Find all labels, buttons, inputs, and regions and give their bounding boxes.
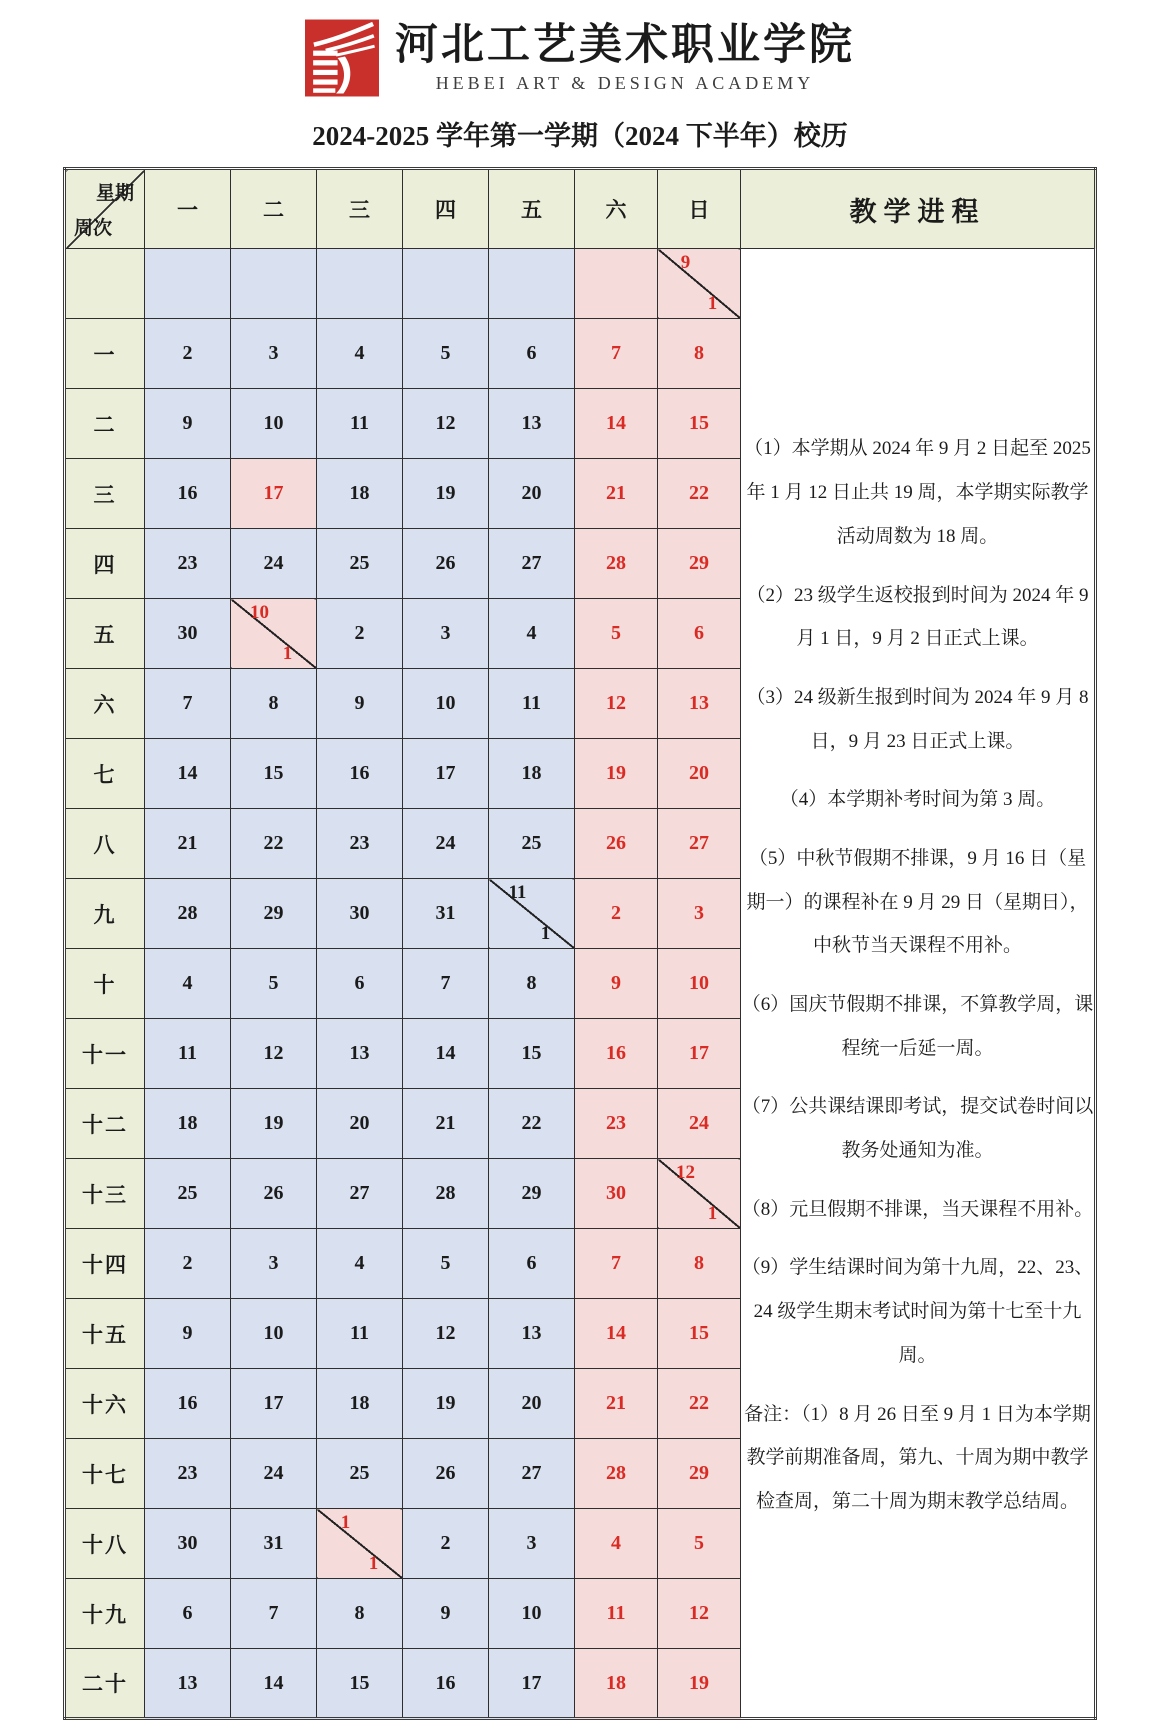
date-cell: 29	[231, 879, 317, 949]
date-cell: 12	[575, 669, 658, 739]
month-start-date-cell	[658, 249, 741, 319]
date-cell: 7	[403, 949, 489, 1019]
date-cell: 30	[575, 1159, 658, 1229]
date-cell: 21	[575, 1369, 658, 1439]
date-cell: 3	[403, 599, 489, 669]
month-number: 10	[249, 602, 269, 623]
academy-name-block	[395, 22, 855, 93]
week-number-label: 八	[65, 809, 145, 879]
date-cell: 20	[317, 1089, 403, 1159]
date-cell: 8	[658, 1229, 741, 1299]
date-cell: 6	[317, 949, 403, 1019]
day-header: 三	[317, 169, 403, 249]
date-cell: 30	[145, 599, 231, 669]
date-cell: 15	[317, 1649, 403, 1719]
date-cell: 12	[231, 1019, 317, 1089]
date-cell: 7	[575, 319, 658, 389]
week-number-label: 十一	[65, 1019, 145, 1089]
week-number-label	[65, 249, 145, 319]
week-number-label: 十九	[65, 1579, 145, 1649]
page-title: 2024-2025 学年第一学期（2024 下半年）校历	[312, 121, 848, 151]
date-cell: 29	[658, 529, 741, 599]
date-cell: 14	[231, 1649, 317, 1719]
week-number-label: 十五	[65, 1299, 145, 1369]
date-cell: 8	[658, 319, 741, 389]
date-cell: 31	[403, 879, 489, 949]
date-cell: 10	[658, 949, 741, 1019]
date-cell: 20	[489, 1369, 575, 1439]
date-cell	[317, 249, 403, 319]
month-number: 12	[675, 1162, 695, 1183]
date-cell: 5	[403, 319, 489, 389]
date-cell: 25	[317, 529, 403, 599]
academy-logo	[305, 18, 379, 98]
day-header: 五	[489, 169, 575, 249]
date-cell: 10	[231, 1299, 317, 1369]
date-cell: 16	[145, 459, 231, 529]
date-cell: 17	[403, 739, 489, 809]
date-cell: 26	[575, 809, 658, 879]
date-cell: 16	[575, 1019, 658, 1089]
note-paragraph: （4）本学期补考时间为第 3 周。	[779, 789, 1056, 811]
date-cell: 27	[317, 1159, 403, 1229]
date-cell: 5	[575, 599, 658, 669]
date-cell: 13	[489, 1299, 575, 1369]
date-cell: 14	[403, 1019, 489, 1089]
week-number-label: 三	[65, 459, 145, 529]
date-cell: 17	[658, 1019, 741, 1089]
corner-weekday-label: 星期	[95, 183, 134, 204]
date-cell	[489, 249, 575, 319]
date-cell: 24	[403, 809, 489, 879]
day-number: 1	[368, 1553, 379, 1574]
date-cell: 18	[145, 1089, 231, 1159]
date-cell: 4	[575, 1509, 658, 1579]
date-cell: 24	[231, 1439, 317, 1509]
month-number: 11	[508, 882, 527, 903]
date-cell: 28	[575, 1439, 658, 1509]
date-cell: 8	[317, 1579, 403, 1649]
note-paragraph: 备注：（1）8 月 26 日至 9 月 1 日为本学期教学前期准备周，第九、十周为期中教学检查周，第二十周为期末教学总结周。	[744, 1403, 1091, 1512]
month-number: 9	[680, 252, 691, 273]
date-cell: 2	[403, 1509, 489, 1579]
date-cell: 14	[575, 389, 658, 459]
date-cell: 21	[575, 459, 658, 529]
date-cell	[403, 249, 489, 319]
date-cell	[231, 249, 317, 319]
date-cell: 4	[145, 949, 231, 1019]
date-cell: 30	[317, 879, 403, 949]
date-cell: 26	[403, 1439, 489, 1509]
day-header: 日	[658, 169, 741, 249]
date-cell: 10	[403, 669, 489, 739]
logo-graphic	[305, 18, 379, 98]
date-cell: 17	[489, 1649, 575, 1719]
day-number: 1	[707, 1203, 718, 1224]
date-cell: 18	[317, 459, 403, 529]
date-cell: 11	[575, 1579, 658, 1649]
note-paragraph: （1）本学期从 2024 年 9 月 2 日起至 2025 年 1 月 12 日止共 19 周，本学期实际教学活动周数为 18 周。	[744, 438, 1091, 547]
date-cell: 4	[489, 599, 575, 669]
date-cell: 3	[658, 879, 741, 949]
date-cell: 15	[658, 389, 741, 459]
date-cell: 17	[231, 1369, 317, 1439]
date-cell: 3	[231, 1229, 317, 1299]
date-cell: 27	[489, 529, 575, 599]
date-cell: 15	[658, 1299, 741, 1369]
date-cell: 22	[658, 459, 741, 529]
date-cell: 24	[231, 529, 317, 599]
date-cell: 7	[231, 1579, 317, 1649]
date-cell: 9	[575, 949, 658, 1019]
day-number: 1	[540, 923, 551, 944]
week-number-label: 七	[65, 739, 145, 809]
date-cell: 19	[658, 1649, 741, 1719]
date-cell: 23	[575, 1089, 658, 1159]
week-row	[65, 249, 1096, 319]
date-cell: 6	[145, 1579, 231, 1649]
academy-name-en: HEBEI ART & DESIGN ACADEMY	[435, 72, 815, 93]
week-number-label: 五	[65, 599, 145, 669]
date-cell: 10	[489, 1579, 575, 1649]
date-cell: 28	[403, 1159, 489, 1229]
date-cell: 25	[489, 809, 575, 879]
date-cell: 9	[403, 1579, 489, 1649]
date-cell: 29	[489, 1159, 575, 1229]
week-number-label: 六	[65, 669, 145, 739]
date-cell: 8	[231, 669, 317, 739]
date-cell: 4	[317, 319, 403, 389]
date-cell: 18	[317, 1369, 403, 1439]
date-cell: 15	[231, 739, 317, 809]
date-cell: 16	[317, 739, 403, 809]
week-number-label: 十二	[65, 1089, 145, 1159]
date-cell: 17	[231, 459, 317, 529]
date-cell: 19	[231, 1089, 317, 1159]
date-cell: 26	[403, 529, 489, 599]
week-number-label: 十	[65, 949, 145, 1019]
date-cell: 27	[489, 1439, 575, 1509]
month-number: 1	[340, 1512, 351, 1533]
date-cell: 12	[403, 1299, 489, 1369]
date-cell: 9	[317, 669, 403, 739]
week-number-label: 一	[65, 319, 145, 389]
month-start-date-cell	[317, 1509, 403, 1579]
academy-name-cn: 河北工艺美术职业学院	[395, 22, 855, 70]
date-cell: 14	[575, 1299, 658, 1369]
date-cell: 28	[145, 879, 231, 949]
date-cell: 16	[403, 1649, 489, 1719]
day-header: 六	[575, 169, 658, 249]
date-cell: 11	[489, 669, 575, 739]
week-number-label: 二十	[65, 1649, 145, 1719]
date-cell: 13	[658, 669, 741, 739]
date-cell: 21	[145, 809, 231, 879]
week-number-label: 十六	[65, 1369, 145, 1439]
day-header: 二	[231, 169, 317, 249]
date-cell: 12	[658, 1579, 741, 1649]
week-number-label: 九	[65, 879, 145, 949]
date-cell: 7	[145, 669, 231, 739]
note-paragraph: （2）23 级学生返校报到时间为 2024 年 9 月 1 日，9 月 2 日正式上课。	[746, 584, 1089, 650]
date-cell: 22	[231, 809, 317, 879]
note-paragraph: （9）学生结课时间为第十九周，22、23、24 级学生期末考试时间为第十七至十九周。	[741, 1257, 1094, 1366]
date-cell: 19	[403, 1369, 489, 1439]
date-cell: 18	[489, 739, 575, 809]
week-number-label: 四	[65, 529, 145, 599]
date-cell: 2	[575, 879, 658, 949]
date-cell: 29	[658, 1439, 741, 1509]
date-cell: 8	[489, 949, 575, 1019]
date-cell: 27	[658, 809, 741, 879]
date-cell: 19	[403, 459, 489, 529]
day-header: 四	[403, 169, 489, 249]
note-paragraph: （5）中秋节假期不排课，9 月 16 日（星期一）的课程补在 9 月 29 日（星期日），中秋节当天课程不用补。	[746, 847, 1089, 957]
date-cell: 10	[231, 389, 317, 459]
date-cell: 20	[489, 459, 575, 529]
date-cell: 22	[658, 1369, 741, 1439]
calendar-table	[63, 167, 1097, 1720]
date-cell: 13	[489, 389, 575, 459]
note-paragraph: （7）公共课结课即考试，提交试卷时间以教务处通知为准。	[741, 1096, 1094, 1162]
date-cell: 5	[658, 1509, 741, 1579]
month-start-date-cell	[658, 1159, 741, 1229]
date-cell: 2	[317, 599, 403, 669]
date-cell: 12	[403, 389, 489, 459]
date-cell: 5	[231, 949, 317, 1019]
date-cell: 13	[317, 1019, 403, 1089]
date-cell: 23	[145, 1439, 231, 1509]
date-cell: 11	[317, 389, 403, 459]
note-paragraph: （3）24 级新生报到时间为 2024 年 9 月 8 日，9 月 23 日正式上课。	[746, 686, 1089, 752]
date-cell: 28	[575, 529, 658, 599]
corner-cell	[65, 169, 145, 249]
date-cell: 4	[317, 1229, 403, 1299]
date-cell: 16	[145, 1369, 231, 1439]
corner-weeknum-label: 周次	[74, 218, 113, 239]
month-start-date-cell	[489, 879, 575, 949]
week-number-label: 十七	[65, 1439, 145, 1509]
date-cell: 9	[145, 1299, 231, 1369]
week-number-label: 十八	[65, 1509, 145, 1579]
date-cell: 30	[145, 1509, 231, 1579]
date-cell: 6	[658, 599, 741, 669]
date-cell: 25	[317, 1439, 403, 1509]
date-cell: 23	[317, 809, 403, 879]
academy-brand-header	[0, 0, 1160, 98]
day-number: 1	[282, 643, 293, 664]
teaching-progress-notes	[741, 249, 1096, 1719]
date-cell: 19	[575, 739, 658, 809]
date-cell: 2	[145, 319, 231, 389]
day-number: 1	[707, 293, 718, 314]
date-cell: 25	[145, 1159, 231, 1229]
date-cell: 23	[145, 529, 231, 599]
week-number-label: 十四	[65, 1229, 145, 1299]
date-cell: 24	[658, 1089, 741, 1159]
date-cell: 13	[145, 1649, 231, 1719]
date-cell: 14	[145, 739, 231, 809]
month-start-date-cell	[231, 599, 317, 669]
date-cell: 6	[489, 319, 575, 389]
date-cell: 6	[489, 1229, 575, 1299]
date-cell	[575, 249, 658, 319]
date-cell	[145, 249, 231, 319]
week-number-label: 十三	[65, 1159, 145, 1229]
date-cell: 9	[145, 389, 231, 459]
date-cell: 21	[403, 1089, 489, 1159]
date-cell: 11	[317, 1299, 403, 1369]
date-cell: 3	[489, 1509, 575, 1579]
date-cell: 3	[231, 319, 317, 389]
date-cell: 15	[489, 1019, 575, 1089]
note-paragraph: （6）国庆节假期不排课，不算教学周，课程统一后延一周。	[741, 994, 1094, 1059]
date-cell: 2	[145, 1229, 231, 1299]
day-header: 一	[145, 169, 231, 249]
calendar-header-row	[65, 169, 1096, 249]
date-cell: 22	[489, 1089, 575, 1159]
date-cell: 11	[145, 1019, 231, 1089]
date-cell: 31	[231, 1509, 317, 1579]
date-cell: 18	[575, 1649, 658, 1719]
date-cell: 5	[403, 1229, 489, 1299]
teaching-progress-header: 教学进程	[741, 169, 1096, 249]
date-cell: 7	[575, 1229, 658, 1299]
week-number-label: 二	[65, 389, 145, 459]
note-paragraph: （8）元旦假期不排课，当天课程不用补。	[741, 1198, 1094, 1220]
date-cell: 20	[658, 739, 741, 809]
date-cell: 26	[231, 1159, 317, 1229]
